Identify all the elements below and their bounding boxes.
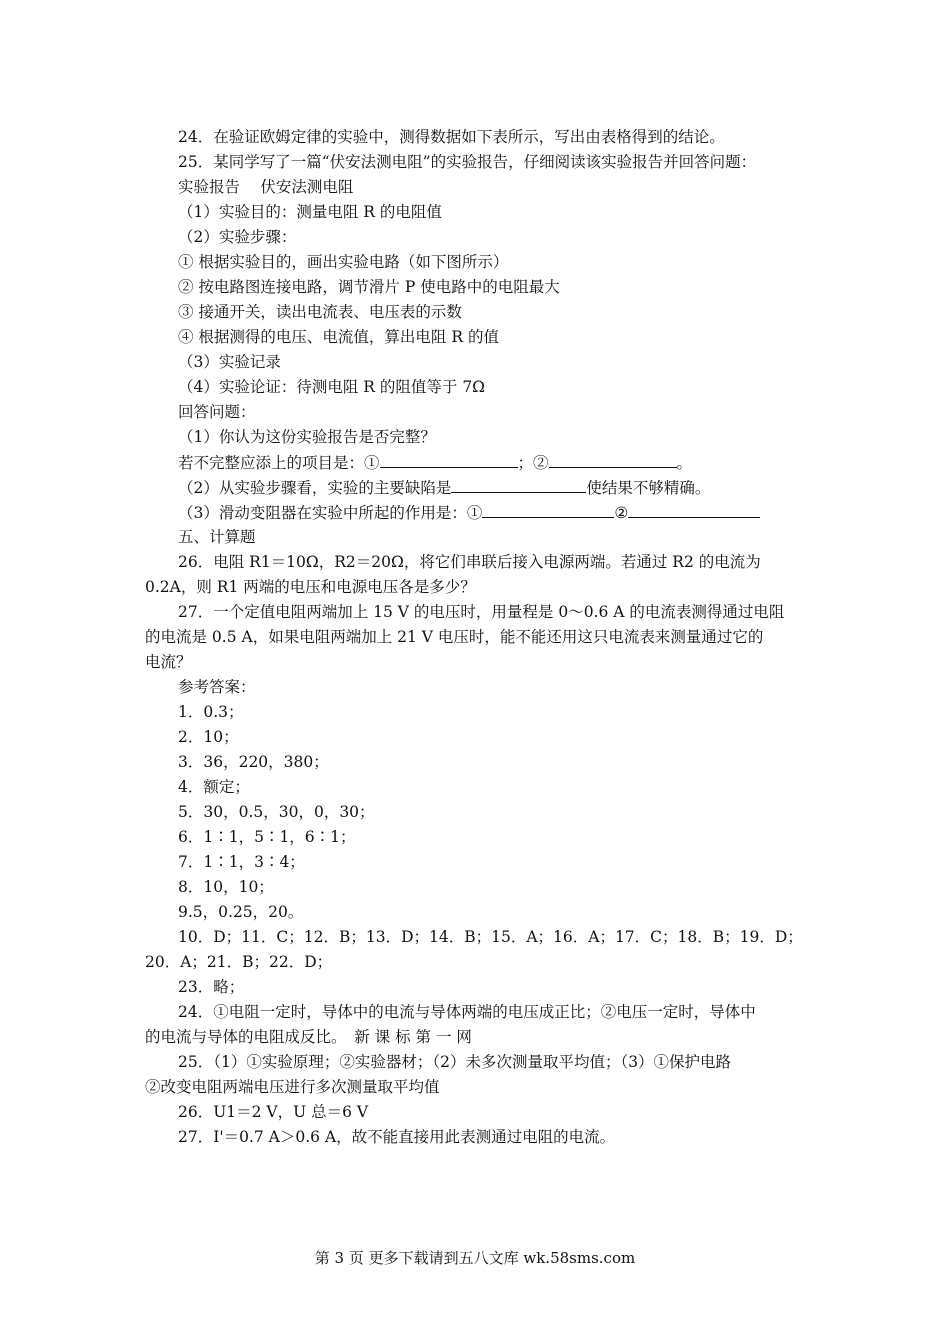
answer-blank-2[interactable] (549, 452, 677, 468)
answer-blank-1[interactable] (380, 452, 518, 468)
answer-10-line1: 10．D；11．C；12．B；13．D；14．B；15．A；16．A；17．C；18．B；19．D； (178, 928, 803, 946)
question-26-line2: 0.2A，则 R1 两端的电压和电源电压各是多少？ (145, 578, 476, 596)
question-26-line1: 26．电阻 R1＝10Ω，R2＝20Ω，将它们串联后接入电源两端。若通过 R2 的电流为 (178, 553, 761, 571)
report-purpose: （1）实验目的：测量电阻 R 的电阻值 (178, 203, 442, 221)
answer-7: 7．1∶1，3∶4； (178, 853, 305, 871)
answer-5: 5．30，0.5，30，0，30； (178, 803, 375, 821)
question-25-intro: 25．某同学写了一篇“伏安法测电阻”的实验报告，仔细阅读该实验报告并回答问题： (178, 153, 757, 171)
report-steps-header: （2）实验步骤： (178, 228, 297, 246)
answer-9: 9.5，0.25，20。 (178, 903, 304, 921)
answer-25-line2: ②改变电阻两端电压进行多次测量取平均值 (145, 1078, 440, 1096)
answer-6: 6．1∶1，5∶1，6∶1； (178, 828, 356, 846)
answer-24-line1: 24．①电阻一定时，导体中的电流与导体两端的电压成正比；②电压一定时，导体中 (178, 1003, 756, 1021)
question-27-line1: 27．一个定值电阻两端加上 15 V 的电压时，用量程是 0～0.6 A 的电流表测得通过电阻 (178, 603, 785, 621)
answer-1: 1．0.3； (178, 703, 244, 721)
report-step-4: ④ 根据测得的电压、电流值，算出电阻 R 的值 (178, 328, 499, 346)
report-argument: （4）实验论证：待测电阻 R 的阻值等于 7Ω (178, 378, 486, 396)
report-step-2: ② 按电路图连接电路，调节滑片 P 使电路中的电阻最大 (178, 278, 560, 296)
answer-10-line2: 20．A；21．B；22．D； (145, 953, 333, 971)
answer-25-line1: 25．（1）①实验原理；②实验器材；（2）未多次测量取平均值；（3）①保护电路 (178, 1053, 732, 1071)
page-footer: 第 3 页 更多下载请到五八文库 wk.58sms.com (314, 1249, 636, 1267)
answer-4: 4．额定； (178, 778, 250, 796)
answer-questions-header: 回答问题： (178, 403, 256, 421)
report-step-1: ① 根据实验目的，画出实验电路（如下图所示） (178, 253, 509, 271)
question-24: 24．在验证欧姆定律的实验中，测得数据如下表所示，写出由表格得到的结论。 (178, 128, 725, 146)
answer-3: 3．36，220，380； (178, 753, 329, 771)
sub-question-3: （3）滑动变阻器在实验中所起的作用是：① ② (178, 502, 760, 523)
answer-26: 26．U1＝2 V，U 总＝6 V (178, 1103, 369, 1121)
report-record: （3）实验记录 (178, 353, 281, 371)
answers-header: 参考答案： (178, 678, 256, 696)
question-27-line2: 的电流是 0.5 A，如果电阻两端加上 21 V 电压时，能不能还用这只电流表来测量通过它的 (145, 628, 764, 646)
answer-24-line2: 的电流与导体的电阻成反比。 新 课 标 第 一 网 (145, 1028, 472, 1046)
sub-question-1: （1）你认为这份实验报告是否完整？ (178, 428, 436, 446)
answer-blank-4[interactable] (482, 502, 614, 518)
answer-8: 8．10，10； (178, 878, 274, 896)
report-step-3: ③ 接通开关，读出电流表、电压表的示数 (178, 303, 462, 321)
answer-blank-5[interactable] (628, 502, 760, 518)
section-5-heading: 五、计算题 (178, 528, 256, 546)
report-title: 实验报告 伏安法测电阻 (178, 178, 354, 196)
sub-question-2: （2）从实验步骤看，实验的主要缺陷是 使结果不够精确。 (178, 479, 711, 497)
sub-question-1b: 若不完整应添上的项目是：① ；② 。 (178, 454, 693, 472)
answer-27: 27．I'＝0.7 A＞0.6 A，故不能直接用此表测通过电阻的电流。 (178, 1128, 616, 1146)
answer-23: 23．略； (178, 978, 245, 996)
answer-2: 2．10； (178, 728, 239, 746)
question-27-line3: 电流？ (145, 653, 192, 671)
answer-blank-3[interactable] (451, 477, 586, 493)
